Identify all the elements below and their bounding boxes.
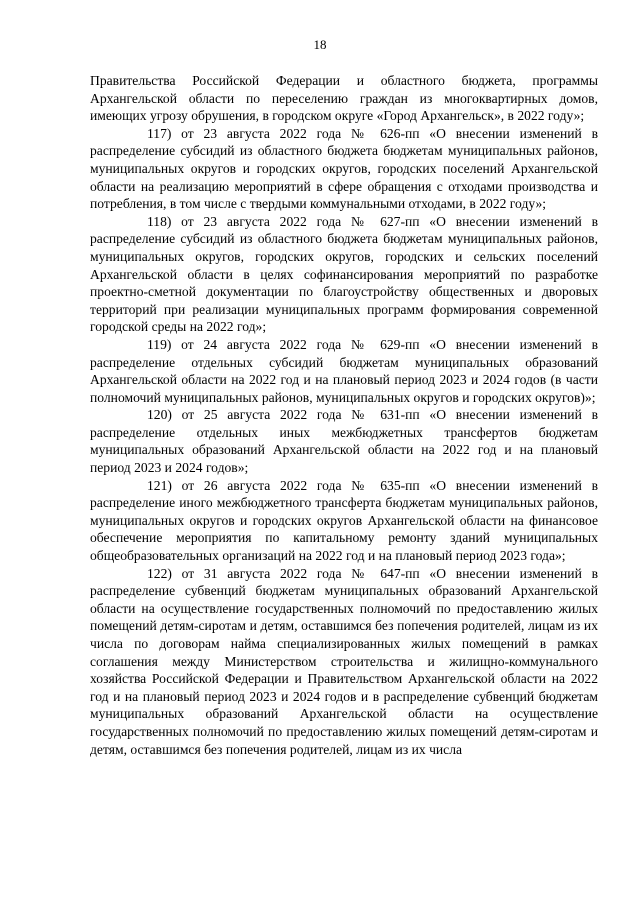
- list-item-121: 121) от 26 августа 2022 года № 635-пп «О внесении изменений в распределение иного межбюджетного трансферта бюджетам муниципальных районов, муниципальных округов и городских округов Архангельской области на финансовое обеспечение мероприятия по капитальному ремонту зданий муниципальных общеобразовательных организаций на 2022 год и на плановый период 2023 года»;: [90, 477, 598, 564]
- document-body: [90, 72, 598, 758]
- list-item-118: 118) от 23 августа 2022 года № 627-пп «О внесении изменений в распределение субсидий из областного бюджета бюджетам муниципальных районов, муниципальных округов, городских округов, городских и сельских поселений Архангельской области в целях софинансирования мероприятий по разработке проектно-сметной документации по благоустройству общественных и дворовых территорий при реализации муниципальных программ формирования современной городской среды на 2022 год»;: [90, 213, 598, 335]
- list-item-119: 119) от 24 августа 2022 года № 629-пп «О внесении изменений в распределение отдельных субсидий бюджетам муниципальных образований Архангельской области на 2022 год и на плановый период 2023 и 2024 годов (в части полномочий муниципальных районов, муниципальных округов и городских округов)»;: [90, 336, 598, 405]
- paragraph-continuation: Правительства Российской Федерации и областного бюджета, программы Архангельской области по переселению граждан из многоквартирных домов, имеющих угрозу обрушения, в городском округе «Город Архангельск», в 2022 году»;: [90, 73, 598, 124]
- list-item-122: 122) от 31 августа 2022 года № 647-пп «О внесении изменений в распределение субвенций бюджетам муниципальных образований Архангельской области на осуществление государственных полномочий по предоставлению жилых помещений детям-сиротам и детям, оставшимся без попечения родителей, лицам из их числа по договорам найма специализированных жилых помещений в рамках соглашения между Министерством строительства и жилищно-коммунального хозяйства Российской Федерации и Правительством Архангельской области на 2022 год и на плановый период 2023 и 2024 годов и в распределение субвенций бюджетам муниципальных образований Архангельской области на осуществление государственных полномочий по предоставлению жилых помещений детям-сиротам и детям, оставшимся без попечения родителей, лицам из их числа: [90, 565, 598, 757]
- page-number: 18: [313, 37, 327, 52]
- list-item-120: 120) от 25 августа 2022 года № 631-пп «О внесении изменений в распределение отдельных иных межбюджетных трансфертов бюджетам муниципальных образований Архангельской области на 2022 год и на плановый период 2023 и 2024 годов»;: [90, 407, 598, 476]
- list-item-117: 117) от 23 августа 2022 года № 626-пп «О внесении изменений в распределение субсидий из областного бюджета бюджетам муниципальных районов, муниципальных округов и городских округов, городских поселений Архангельской области на реализацию мероприятий в сфере обращения с отходами производства и потребления, в том числе с твердыми коммунальными отходами, в 2022 году»;: [90, 125, 598, 212]
